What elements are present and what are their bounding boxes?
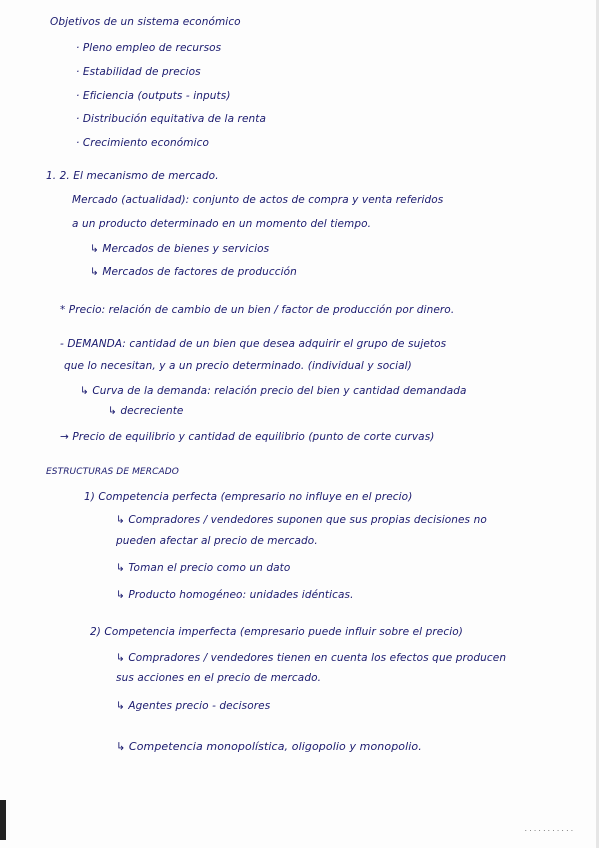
heading-estructuras-mercado: ESTRUCTURAS DE MERCADO xyxy=(46,467,179,477)
bullet-crecimiento: · Crecimiento económico xyxy=(76,137,209,149)
bullet-pleno-empleo: · Pleno empleo de recursos xyxy=(76,42,222,54)
ci-agentes: ↳ Agentes precio - decisores xyxy=(116,700,271,712)
curva-demanda: ↳ Curva de la demanda: relación precio del bien y cantidad demandada xyxy=(80,385,467,397)
demanda-definicion-line2: que lo necesitan, y a un precio determinado. (individual y social) xyxy=(64,360,412,372)
cp-compradores-line2: pueden afectar al precio de mercado. xyxy=(116,535,318,547)
competencia-imperfecta-title: 2) Competencia imperfecta (empresario puede influir sobre el precio) xyxy=(90,626,463,638)
heading-mecanismo-mercado: 1. 2. El mecanismo de mercado. xyxy=(46,170,219,182)
ci-compradores-line2: sus acciones en el precio de mercado. xyxy=(116,672,322,684)
cp-toman-precio: ↳ Toman el precio como un dato xyxy=(116,562,291,574)
ci-compradores-line1: ↳ Compradores / vendedores tienen en cuenta los efectos que producen xyxy=(116,652,507,664)
scan-edge-left xyxy=(0,800,6,840)
mercado-definicion-line2: a un producto determinado en un momento del tiempo. xyxy=(72,218,372,230)
competencia-perfecta-title: 1) Competencia perfecta (empresario no influye en el precio) xyxy=(84,491,413,503)
bullet-estabilidad-precios: · Estabilidad de precios xyxy=(76,66,201,78)
cp-compradores-line1: ↳ Compradores / vendedores suponen que sus propias decisiones no xyxy=(116,514,487,526)
ci-competencia-monopolistica: ↳ Competencia monopolística, oligopolio y monopolio. xyxy=(116,740,422,753)
cp-producto-homogeneo: ↳ Producto homogéneo: unidades idénticas. xyxy=(116,589,354,601)
precio-definicion: * Precio: relación de cambio de un bien / factor de producción por dinero. xyxy=(60,304,455,316)
mercados-factores: ↳ Mercados de factores de producción xyxy=(90,266,297,278)
bullet-distribucion: · Distribución equitativa de la renta xyxy=(76,113,267,125)
mercado-definicion-line1: Mercado (actualidad): conjunto de actos de compra y venta referidos xyxy=(72,194,444,206)
mercados-bienes: ↳ Mercados de bienes y servicios xyxy=(90,243,270,255)
heading-objetivos: Objetivos de un sistema económico xyxy=(50,16,241,28)
footer-scan-mark: ........... xyxy=(524,826,575,833)
curva-decreciente: ↳ decreciente xyxy=(108,405,184,417)
precio-equilibrio: → Precio de equilibrio y cantidad de equilibrio (punto de corte curvas) xyxy=(60,431,435,443)
bullet-eficiencia: · Eficiencia (outputs - inputs) xyxy=(76,90,231,102)
demanda-definicion-line1: - DEMANDA: cantidad de un bien que desea adquirir el grupo de sujetos xyxy=(60,338,447,350)
